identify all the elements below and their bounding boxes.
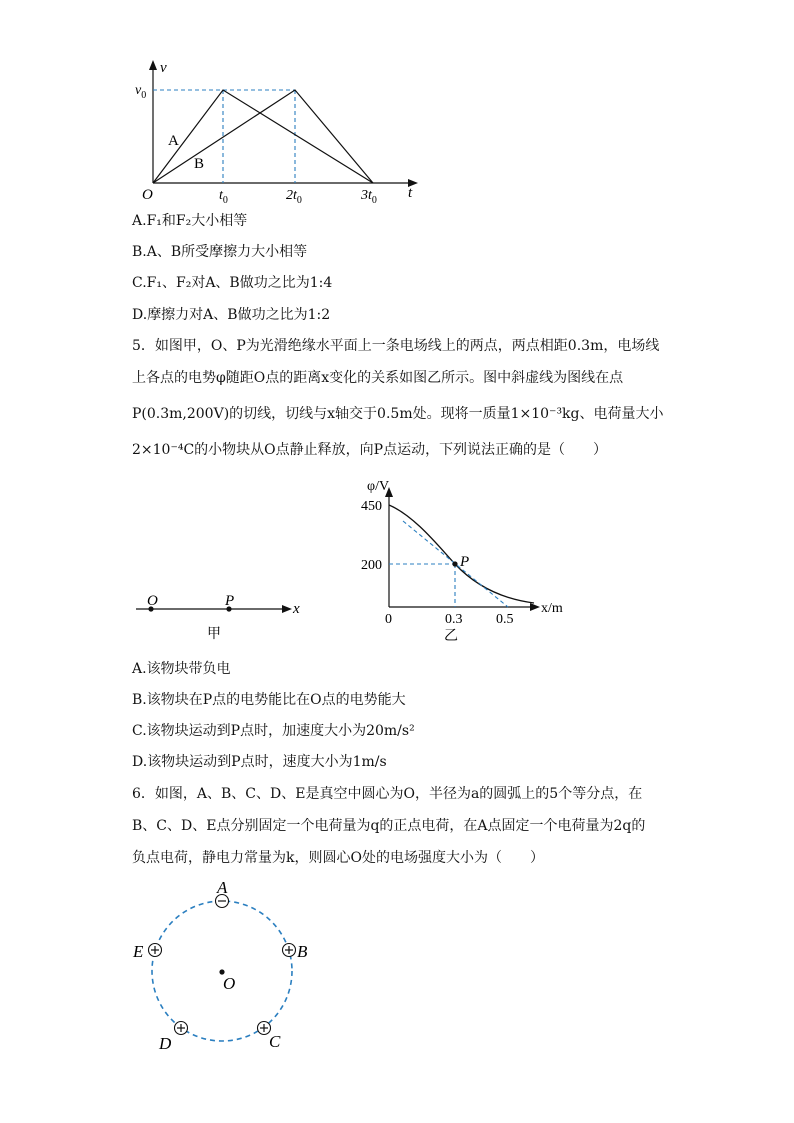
jia-label-P: P <box>225 593 235 609</box>
q4-option-b[interactable]: B.A、B所受摩擦力大小相等 <box>132 244 308 260</box>
q5-stem-line3: P(0.3m,200V)的切线，切线与x轴交于0.5m处。现将一质量1×10⁻³kg、电荷量大小 <box>132 406 664 422</box>
t0-tick-label: $t_0$ <box>219 188 228 205</box>
q4-option-d[interactable]: D.摩擦力对A、B做功之比为1:2 <box>132 307 331 323</box>
q5-stem-line4: 2×10⁻⁴C的小物块从O点静止释放，向P点运动，下列说法正确的是（ ） <box>132 442 608 458</box>
label-O: O <box>223 974 236 993</box>
tick-0-5: 0.5 <box>496 612 514 627</box>
label-B: B <box>297 942 308 961</box>
yi-y-label: φ/V <box>367 479 390 494</box>
jia-label-O: O <box>147 593 158 609</box>
q4-option-a[interactable]: A.F₁和F₂大小相等 <box>132 213 248 229</box>
figure-jia <box>130 585 310 645</box>
line-B-label: B <box>194 156 205 172</box>
q6-stem-line1: 6．如图，A、B、C、D、E是真空中圆心为O，半径为a的圆弧上的5个等分点，在 <box>132 786 643 802</box>
q6-stem-line2: B、C、D、E点分别固定一个电荷量为q的正点电荷，在A点固定一个电荷量为2q的 <box>132 818 646 834</box>
line-A-label: A <box>168 133 179 149</box>
3t0-tick-label: $3t_0$ <box>361 188 377 205</box>
origin-label: O <box>142 187 153 203</box>
v-axis-arrow <box>149 60 157 70</box>
2t0-tick-label: $2t_0$ <box>286 188 302 205</box>
q5-option-c[interactable]: C.该物块运动到P点时，加速度大小为20m/s² <box>132 723 415 739</box>
q6-stem-line3: 负点电荷，静电力常量为k，则圆心O处的电场强度大小为（ ） <box>132 850 544 866</box>
line-B <box>153 90 373 183</box>
q5-stem-line1: 5．如图甲，O、P为光滑绝缘水平面上一条电场线上的两点，两点相距0.3m，电场线 <box>132 338 660 354</box>
v0-label: $v_0$ <box>135 83 147 101</box>
label-C: C <box>269 1032 281 1051</box>
t-axis-label: t <box>408 185 413 201</box>
tick-0: 0 <box>385 612 392 627</box>
q5-option-a[interactable]: A.该物块带负电 <box>132 661 231 677</box>
tick-200: 200 <box>361 558 382 573</box>
jia-x-arrow <box>282 605 292 613</box>
yi-point-P <box>452 561 457 566</box>
line-A <box>153 90 373 183</box>
charge-circle-figure <box>128 872 328 1057</box>
figure-yi <box>355 476 590 646</box>
label-E: E <box>133 942 144 961</box>
v-axis-label: v <box>160 60 167 76</box>
q5-stem-line2: 上各点的电势φ随距O点的距离x变化的关系如图乙所示。图中斜虚线为图线在点 <box>132 370 624 386</box>
yi-x-arrow <box>530 603 540 611</box>
label-A: A <box>217 878 228 897</box>
jia-caption: 甲 <box>207 627 221 642</box>
yi-caption: 乙 <box>444 629 458 644</box>
q5-option-b[interactable]: B.该物块在P点的电势能比在O点的电势能大 <box>132 692 406 708</box>
label-D: D <box>159 1034 172 1053</box>
jia-label-x: x <box>293 601 300 617</box>
tick-0-3: 0.3 <box>445 612 463 627</box>
yi-x-label: x/m <box>541 601 563 616</box>
tick-450: 450 <box>361 499 382 514</box>
q4-option-c[interactable]: C.F₁、F₂对A、B做功之比为1:4 <box>132 275 333 291</box>
vt-graph <box>130 55 430 205</box>
q5-option-d[interactable]: D.该物块运动到P点时，速度大小为1m/s <box>132 754 387 770</box>
yi-label-P: P <box>460 554 470 570</box>
